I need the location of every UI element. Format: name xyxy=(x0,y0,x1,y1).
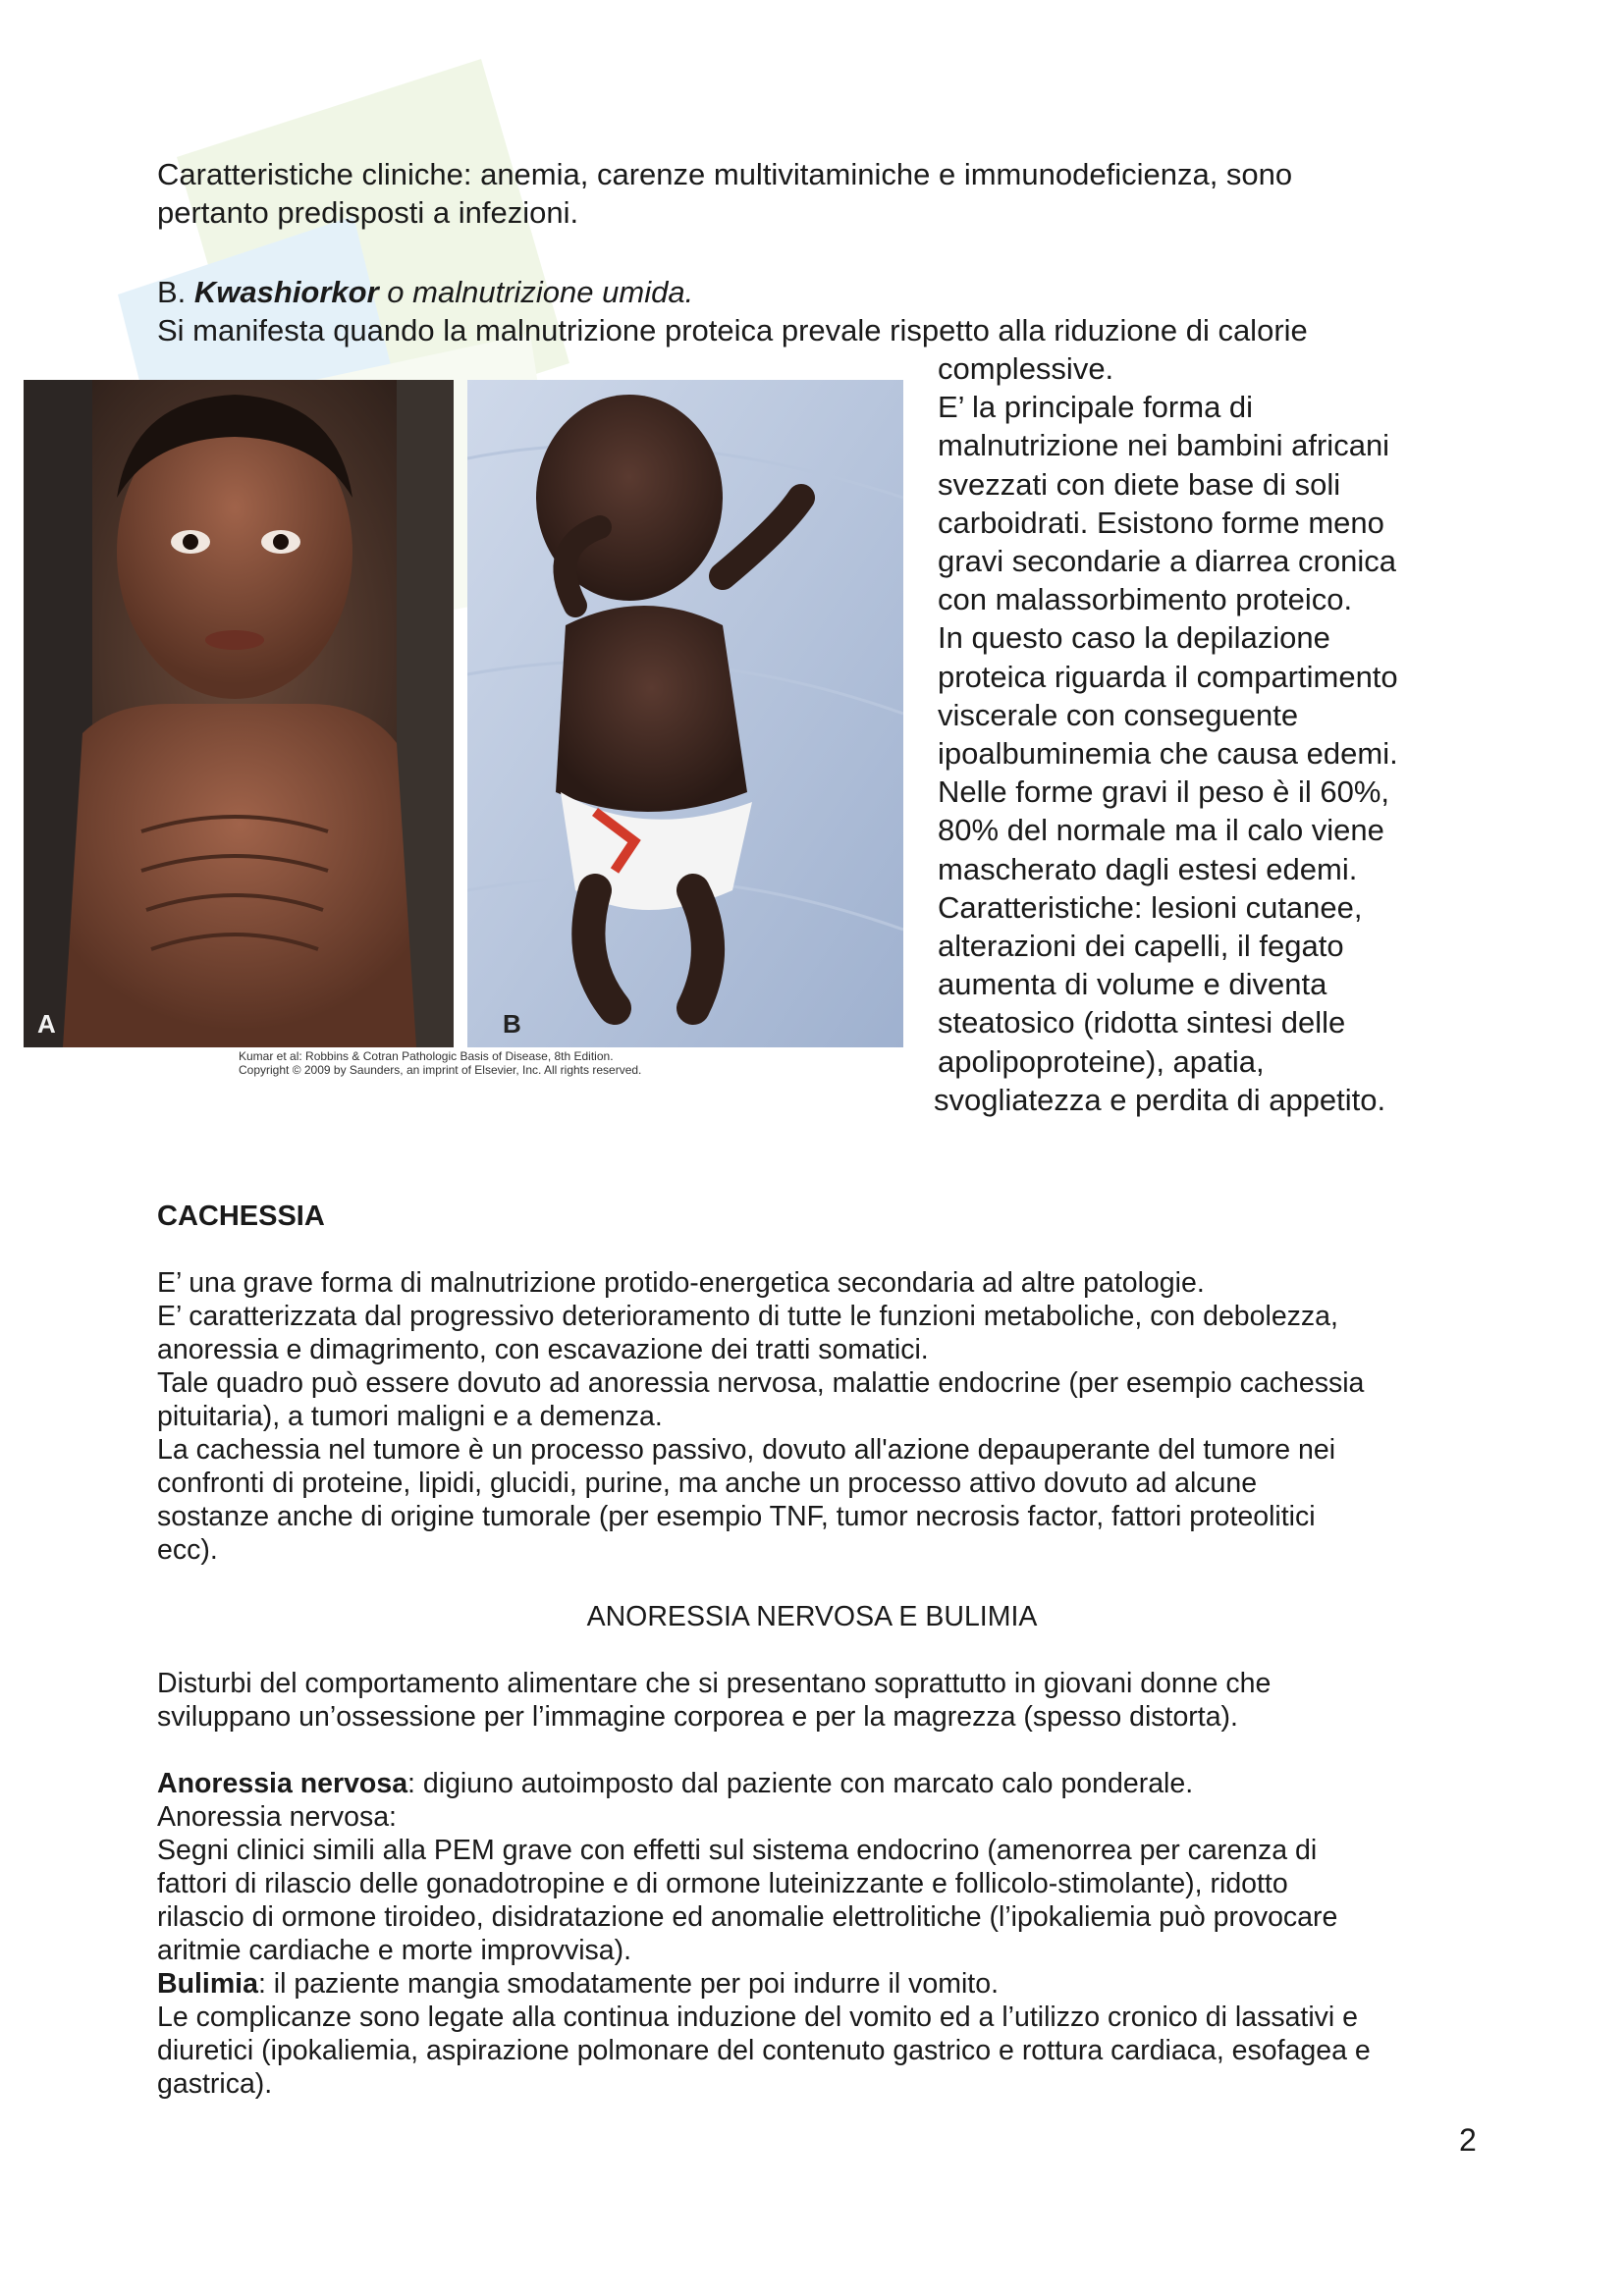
side-text-line: viscerale con conseguente xyxy=(938,697,1299,732)
page-number: 2 xyxy=(1459,2122,1477,2158)
photo-b-kwashiorkor xyxy=(467,380,903,1047)
anoressia-term: Anoressia nervosa xyxy=(157,1768,408,1799)
clinical-features-paragraph xyxy=(157,155,1434,232)
clinical-features-line: Caratteristiche cliniche: anemia, carenze multivitaminiche e immunodeficienza, sono xyxy=(157,157,1293,191)
credit-line: Copyright © 2009 by Saunders, an imprint of Elsevier, Inc. All rights reserved. xyxy=(239,1063,642,1077)
intro-line: sviluppano un’ossessione per l’immagine corporea e per la magrezza (spesso distorta). xyxy=(157,1701,1238,1733)
side-text-line: E’ la principale forma di xyxy=(938,390,1254,425)
anoressia-line: Segni clinici simili alla PEM grave con effetti sul sistema endocrino (amenorrea per carenza di xyxy=(157,1835,1318,1866)
cachessia-line: Tale quadro può essere dovuto ad anoressia nervosa, malattie endocrine (per esempio cachessia xyxy=(157,1367,1365,1399)
cachessia-paragraph xyxy=(157,1266,1492,1567)
bulimia-term: Bulimia xyxy=(157,1968,258,2000)
anoressia-line: Anoressia nervosa: xyxy=(157,1801,397,1833)
side-text-line: mascherato dagli estesi edemi. xyxy=(938,851,1358,886)
side-text-line: Nelle forme gravi il peso è il 60%, xyxy=(938,774,1390,810)
side-text-line: apolipoproteine), apatia, xyxy=(938,1043,1265,1079)
kwashiorkor-term: Kwashiorkor xyxy=(193,275,379,309)
side-text-line: Caratteristiche: lesioni cutanee, xyxy=(938,889,1363,925)
cachessia-line: anoressia e dimagrimento, con escavazione dei tratti somatici. xyxy=(157,1334,929,1365)
cachessia-line: confronti di proteine, lipidi, glucidi, purine, ma anche un processo attivo dovuto ad alcune xyxy=(157,1468,1258,1499)
bulimia-paragraph xyxy=(157,1967,1492,2101)
anoressia-line: aritmie cardiache e morte improvvisa). xyxy=(157,1935,632,1966)
photo-a-marasmus xyxy=(24,380,454,1047)
bulimia-line: Le complicanze sono legate alla continua induzione del vomito ed a l’utilizzo cronico di lassativi e xyxy=(157,2002,1359,2033)
anoressia-paragraph xyxy=(157,1767,1492,1967)
anoressia-definition-text: : digiuno autoimposto dal paziente con marcato calo ponderale. xyxy=(407,1768,1194,1799)
kwashiorkor-heading xyxy=(157,273,693,311)
side-text-line: malnutrizione nei bambini africani xyxy=(938,428,1390,463)
eating-disorders-intro xyxy=(157,1667,1492,1734)
photo-label-b: B xyxy=(503,1009,521,1039)
kwashiorkor-prefix: B. xyxy=(157,275,194,309)
side-text-line: steatosico (ridotta sintesi delle xyxy=(938,1005,1346,1041)
anoressia-definition xyxy=(157,1767,1492,1800)
side-text-line: carboidrati. Esistono forme meno xyxy=(938,505,1384,540)
child-photo-b-icon xyxy=(467,380,903,1047)
kwashiorkor-subtitle: o malnutrizione umida. xyxy=(378,275,694,309)
side-text-line: con malassorbimento proteico. xyxy=(938,582,1353,617)
figure-credit xyxy=(239,1049,641,1077)
kwashiorkor-side-text xyxy=(934,349,1488,1119)
cachessia-line: E’ caratterizzata dal progressivo deterioramento di tutte le funzioni metaboliche, con debolezza, xyxy=(157,1301,1338,1332)
bulimia-line: gastrica). xyxy=(157,2068,273,2100)
child-photo-a-icon xyxy=(24,380,454,1047)
cachessia-line: La cachessia nel tumore è un processo passivo, dovuto all'azione depauperante del tumore nei xyxy=(157,1434,1336,1466)
cachessia-line: pituitaria), a tumori maligni e a demenza. xyxy=(157,1401,663,1432)
side-text-line: aumenta di volume e diventa xyxy=(938,967,1327,1002)
side-text-line: ipoalbuminemia che causa edemi. xyxy=(938,736,1398,772)
figure-photographs xyxy=(24,380,903,1047)
cachessia-line: ecc). xyxy=(157,1534,218,1566)
bulimia-definition-text: : il paziente mangia smodatamente per poi indurre il vomito. xyxy=(257,1968,999,2000)
anoressia-line: rilascio di ormone tiroideo, disidratazione ed anomalie elettrolitiche (l’ipokaliemia può provocare xyxy=(157,1901,1338,1933)
anoressia-bulimia-heading: ANORESSIA NERVOSA E BULIMIA xyxy=(586,1601,1038,1632)
cachessia-heading: CACHESSIA xyxy=(157,1201,325,1232)
clinical-features-line: pertanto predisposti a infezioni. xyxy=(157,195,579,230)
credit-line: Kumar et al: Robbins & Cotran Pathologic Basis of Disease, 8th Edition. xyxy=(239,1049,614,1063)
kwashiorkor-intro: Si manifesta quando la malnutrizione proteica prevale rispetto alla riduzione di calorie xyxy=(157,313,1308,347)
side-text-line: complessive. xyxy=(938,351,1114,386)
side-text-line: In questo caso la depilazione xyxy=(938,620,1330,656)
bulimia-definition xyxy=(157,1967,1492,2001)
side-text-line: proteica riguarda il compartimento xyxy=(938,659,1398,694)
side-text-line: gravi secondarie a diarrea cronica xyxy=(938,544,1396,579)
photo-label-a: A xyxy=(37,1009,56,1039)
anoressia-line: fattori di rilascio delle gonadotropine e di ormone luteinizzante e follicolo-stimolante), ridotto xyxy=(157,1868,1288,1899)
side-text-line: svogliatezza e perdita di appetito. xyxy=(934,1082,1386,1117)
side-text-line: 80% del normale ma il calo viene xyxy=(938,813,1384,848)
side-text-line: svezzati con diete base di soli xyxy=(938,466,1341,502)
bulimia-line: diuretici (ipokaliemia, aspirazione polmonare del contenuto gastrico e rottura cardiaca, esofagea e xyxy=(157,2035,1371,2066)
side-text-line: alterazioni dei capelli, il fegato xyxy=(938,929,1344,964)
cachessia-line: sostanze anche di origine tumorale (per esempio TNF, tumor necrosis factor, fattori proteolitici xyxy=(157,1501,1316,1532)
cachessia-line: E’ una grave forma di malnutrizione protido-energetica secondaria ad altre patologie. xyxy=(157,1267,1205,1299)
intro-line: Disturbi del comportamento alimentare che si presentano soprattutto in giovani donne che xyxy=(157,1668,1272,1699)
